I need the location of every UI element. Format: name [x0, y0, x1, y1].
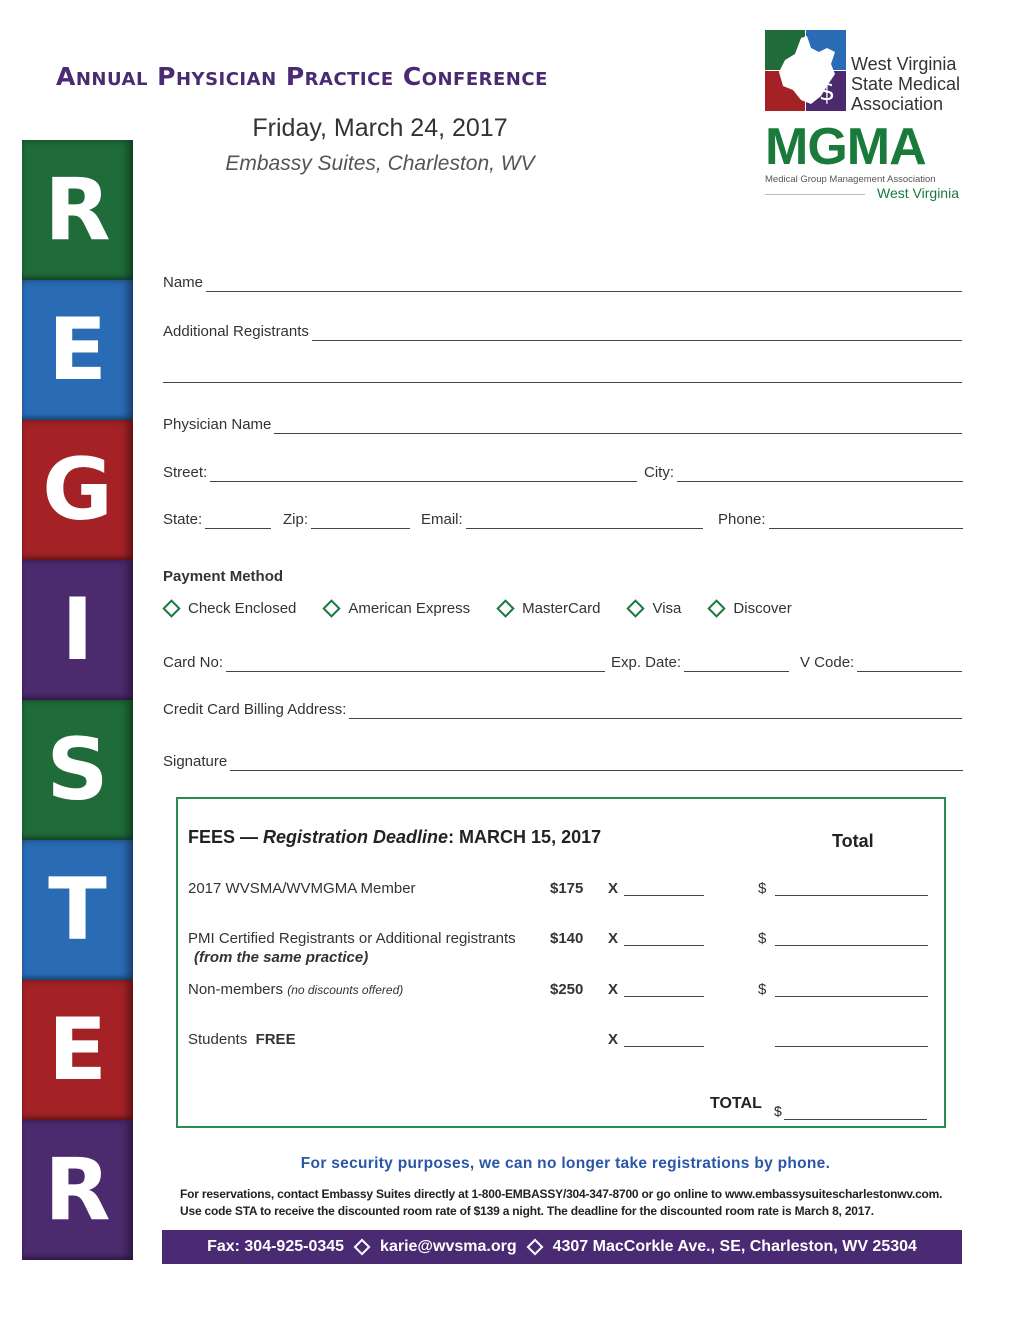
diamond-separator-icon: [526, 1239, 543, 1256]
card-number-label: Card No:: [163, 654, 224, 671]
conference-date: Friday, March 24, 2017: [252, 114, 508, 142]
quantity-input[interactable]: [624, 1046, 704, 1047]
additional-registrants-label: Additional Registrants: [163, 323, 309, 340]
register-letter: I: [22, 560, 133, 700]
diamond-checkbox-icon[interactable]: [496, 599, 514, 617]
fax-number: Fax: 304-925-0345: [207, 1238, 345, 1255]
zip-label: Zip:: [283, 511, 309, 528]
amount-input[interactable]: [775, 1046, 928, 1047]
exp-date-field[interactable]: [611, 650, 789, 672]
quantity-input[interactable]: [624, 996, 704, 997]
physician-name-field[interactable]: [163, 412, 962, 434]
state-field[interactable]: [163, 507, 271, 529]
register-letter: E: [22, 280, 133, 420]
billing-address-label: Credit Card Billing Address:: [163, 701, 347, 718]
svg-text:$: $: [818, 77, 836, 107]
street-label: Street:: [163, 464, 208, 481]
quantity-input[interactable]: [624, 895, 704, 896]
city-field[interactable]: [644, 460, 963, 482]
name-field[interactable]: [163, 270, 962, 292]
diamond-checkbox-icon[interactable]: [708, 599, 726, 617]
amount-input[interactable]: [775, 996, 928, 997]
payment-option-discover[interactable]: Discover: [708, 600, 791, 617]
grand-total-input[interactable]: [784, 1119, 927, 1120]
mgma-state: West Virginia: [765, 185, 959, 201]
phone-label: Phone:: [718, 511, 766, 528]
register-letter: E: [22, 980, 133, 1120]
reservation-info: For reservations, contact Embassy Suites directly at 1-800-EMBASSY/304-347-8700 or go online to www.embassysuitescharlestonwv.com. Use code STA to receive the discounted room rate of $139 a night. The deadline for the discounted room rate is March 8, 2017.: [180, 1187, 943, 1218]
contact-bar: [162, 1230, 962, 1264]
register-letter: T: [22, 840, 133, 980]
diamond-checkbox-icon[interactable]: [627, 599, 645, 617]
additional-registrants-line-2[interactable]: [163, 382, 962, 383]
state-label: State:: [163, 511, 203, 528]
payment-method-heading: Payment Method: [163, 568, 284, 585]
mgma-subtitle: Medical Group Management Association: [765, 174, 936, 185]
fees-box: FEES — Registration Deadline: MARCH 15, 2017 Total 2017 WVSMA/WVMGMA Member $175 X $ PMI Certified Registrants or Additional registrants (from the same practice) $140 X $ Non-members (no discounts offered) $250 X $ Students FREE X TOTAL $: [176, 797, 946, 1128]
mgma-logo: [765, 118, 965, 202]
contact-email[interactable]: karie@wvsma.org: [380, 1238, 517, 1255]
fees-total-heading: Total: [832, 831, 874, 851]
phone-field[interactable]: [718, 507, 963, 529]
v-code-field[interactable]: [800, 650, 962, 672]
register-letter: R: [22, 1120, 133, 1260]
wvsma-emblem-icon: [765, 30, 846, 111]
payment-option-visa[interactable]: Visa: [627, 600, 681, 617]
billing-address-field[interactable]: [163, 697, 962, 719]
v-code-label: V Code:: [800, 654, 855, 671]
amount-input[interactable]: [775, 945, 928, 946]
physician-name-label: Physician Name: [163, 416, 272, 433]
mailing-address: 4307 MacCorkle Ave., SE, Charleston, WV 25304: [552, 1238, 917, 1255]
city-label: City:: [644, 464, 674, 481]
security-notice: For security purposes, we can no longer take registrations by phone.: [300, 1155, 831, 1172]
email-field[interactable]: [421, 507, 703, 529]
payment-options: [163, 600, 819, 617]
grand-total-label: TOTAL: [710, 1095, 762, 1112]
diamond-separator-icon: [354, 1239, 371, 1256]
register-letter: S: [22, 700, 133, 840]
signature-field[interactable]: [163, 749, 963, 771]
payment-option-check[interactable]: Check Enclosed: [163, 600, 296, 617]
conference-venue: Embassy Suites, Charleston, WV: [225, 152, 535, 175]
fees-title: FEES — Registration Deadline: MARCH 15, 2017: [188, 827, 602, 847]
payment-option-mastercard[interactable]: MasterCard: [497, 600, 600, 617]
conference-title: Annual Physician Practice Conference: [56, 62, 548, 91]
register-letter: G: [22, 420, 133, 560]
additional-registrants-field[interactable]: [163, 319, 962, 341]
quantity-input[interactable]: [624, 945, 704, 946]
signature-label: Signature: [163, 753, 228, 770]
zip-field[interactable]: [283, 507, 410, 529]
mgma-wordmark: MGMA: [765, 118, 926, 176]
card-number-field[interactable]: [163, 650, 605, 672]
payment-option-amex[interactable]: American Express: [323, 600, 470, 617]
diamond-checkbox-icon[interactable]: [323, 599, 341, 617]
wvsma-name: West Virginia State Medical Association: [851, 54, 961, 114]
email-label: Email:: [421, 511, 463, 528]
amount-input[interactable]: [775, 895, 928, 896]
register-letter: R: [22, 140, 133, 280]
name-label: Name: [163, 274, 204, 291]
grand-total-dollar: $: [774, 1103, 782, 1119]
street-field[interactable]: [163, 460, 637, 482]
exp-date-label: Exp. Date:: [611, 654, 682, 671]
diamond-checkbox-icon[interactable]: [162, 599, 180, 617]
register-banner: [22, 140, 133, 1260]
wvsma-logo: [765, 30, 970, 112]
